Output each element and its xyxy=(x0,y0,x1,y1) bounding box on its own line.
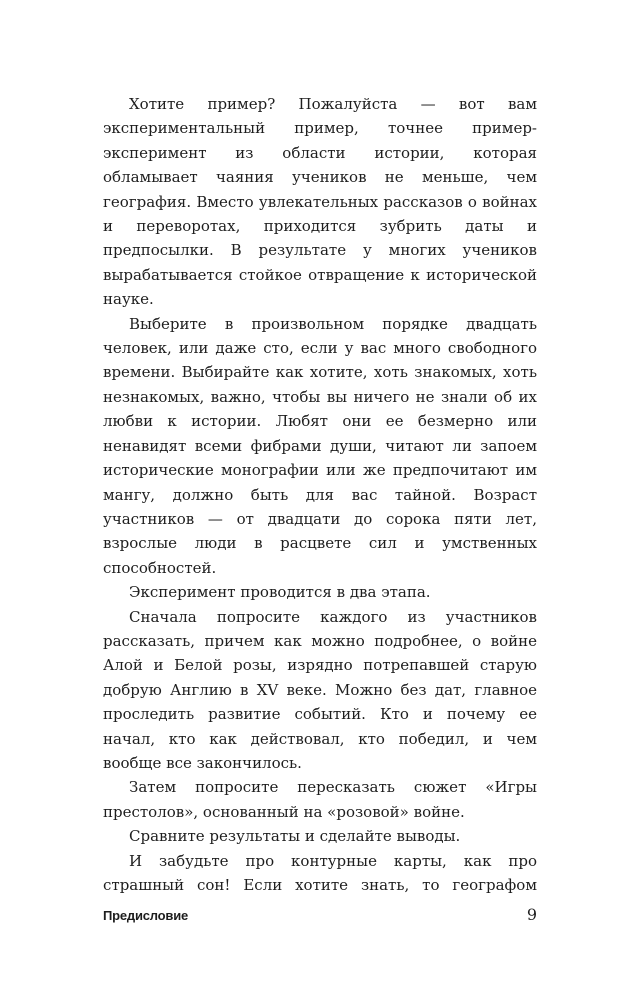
paragraph: Сравните результаты и сделайте выводы. xyxy=(129,827,461,846)
running-head: Предисловие xyxy=(103,908,189,923)
body-text xyxy=(103,92,537,897)
paragraph: Хотите пример? Пожалуйста — вот вам экспериментальный пример, точнее пример-эксперимент из области истории, которая обламывает чаяния учеников не меньше, чем география. Вместо увлекательных рассказов о войнах и переворотах, приходится зубрить даты и предпосылки. В результате у многих учеников вырабатывается стойкое отвращение к исторической науке. xyxy=(103,95,537,309)
paragraph: Выберите в произвольном порядке двадцать человек, или даже сто, если у вас много свободного времени. Выбирайте как хотите, хоть знакомых, хоть незнакомых, важно, чтобы вы ничего не знали об их любви к истории. Любят они ее безмерно или ненавидят всеми фибрами души, читают ли запоем исторические монографии или же предпочитают им мангу, должно быть для вас тайной. Возраст участников — от двадцати до сорока пяти лет, взрослые люди в расцвете сил и умственных способностей. xyxy=(103,314,537,577)
paragraph: Сначала попросите каждого из участников рассказать, причем как можно подробнее, о войне Алой и Белой розы, изрядно потрепавшей старую добрую Англию в XV веке. Можно без дат, главное проследить развитие событий. Кто и почему ее начал, кто как действовал, кто победил, и чем вообще все закончилось. xyxy=(103,607,537,772)
paragraph: Эксперимент проводится в два этапа. xyxy=(129,583,431,602)
paragraph: И забудьте про контурные карты, как про страшный сон! Если хотите знать, то географом xyxy=(103,851,537,894)
page-footer xyxy=(103,905,537,929)
paragraph: Затем попросите пересказать сюжет «Игры престолов», основанный на «розовой» войне. xyxy=(103,778,537,821)
page-number: 9 xyxy=(526,905,537,924)
